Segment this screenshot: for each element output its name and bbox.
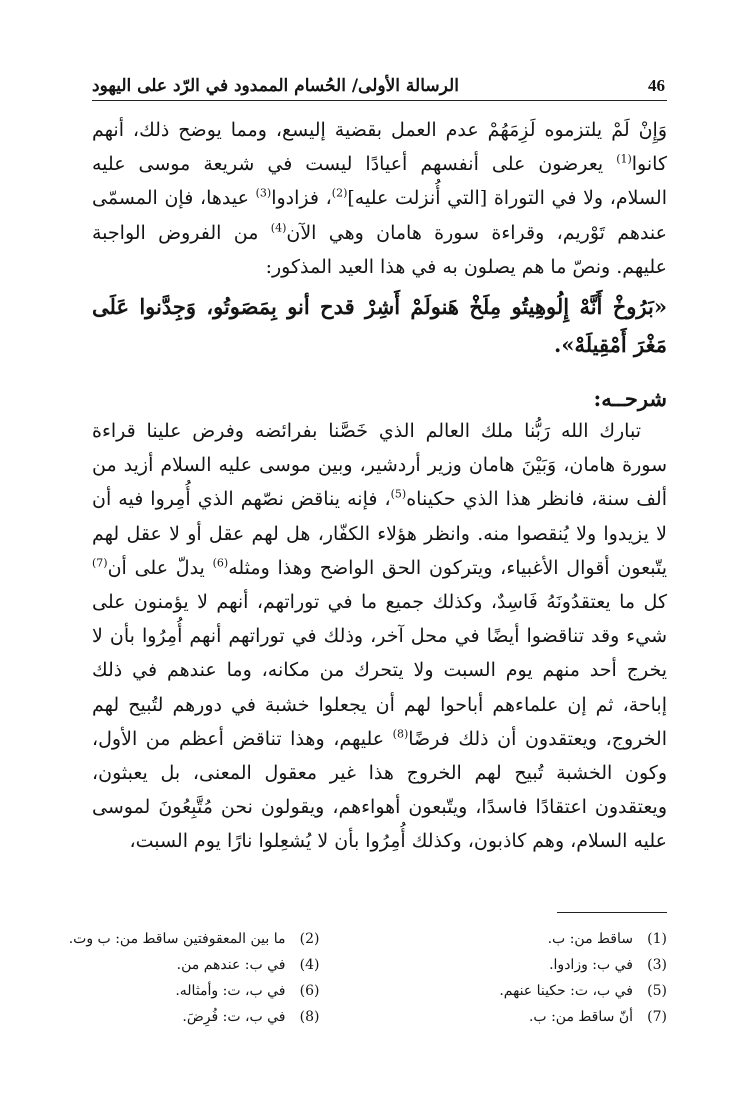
footnote-ref: (4) — [270, 221, 287, 235]
footnote-text: ساقط من: ب. — [547, 931, 633, 947]
paragraph-2 — [92, 414, 667, 859]
running-header — [92, 70, 667, 101]
footnote-text: ما بين المعقوفتين ساقط من: ب وت. — [68, 931, 286, 947]
footnote — [380, 926, 668, 952]
footnote-number: (4) — [299, 957, 320, 973]
footnote — [380, 978, 668, 1004]
commentary-heading: شرحــه: — [593, 386, 667, 412]
footnote-number: (7) — [647, 1009, 667, 1025]
footnote-ref: (6) — [212, 556, 229, 570]
footnote-ref: (8) — [392, 727, 409, 741]
footnote — [380, 952, 668, 978]
footnote-number: (5) — [647, 983, 667, 999]
text-run: من الفروض الواجبة عليهم. ونصّ ما هم يصلون به في هذا العيد المذكور: — [92, 221, 667, 278]
footnote-ref: (3) — [255, 187, 272, 201]
footnote-number: (1) — [647, 931, 667, 947]
text-run: عيدها، فإن المسمّى عندهم تَوْريم، وقراءة سورة هامان وهي الآن — [92, 187, 667, 244]
footnote-number: (8) — [299, 1009, 320, 1025]
footnote — [92, 952, 320, 978]
footnote-text: في ب: وزادوا. — [549, 957, 633, 973]
footnote — [68, 926, 320, 952]
footnote-number: (2) — [299, 931, 320, 947]
paragraph-1 — [92, 113, 667, 284]
liturgical-quote: «بَرُوخْ أَنَّهْ إِلُوهِيتُو مِلَخْ هَنولَمْ أَشِرْ قدح أنو بِمَصَوتُو، وَجِدَّنوا عَلَى مَغْرَ أَمْقِيلَهْ». — [92, 294, 667, 358]
footnote-number: (3) — [647, 957, 667, 973]
footnotes-column-left — [68, 926, 380, 1030]
footnote — [380, 1004, 668, 1030]
footnotes-column-right — [380, 926, 668, 1030]
text-run: تبارك الله رَبُّنا ملك العالم الذي خَصَّنا بفرائضه وفرض علينا قراءة سورة هامان، وَبَيْنَ هامان وزير أردشير، وبين موسى عليه السلام أزيد من ألف سنة، فانظر هذا الذي حكيناه — [92, 420, 667, 511]
footnote-ref: (5) — [390, 488, 407, 502]
main-text — [92, 113, 667, 859]
text-run: وَإِنْ لَمْ يلتزموه لَزِمَهُمْ عدم العمل بقضية إليسع، ومما يوضح ذلك، أنهم كانوا — [92, 119, 667, 176]
footnote-text: في ب، ت: وأمثاله. — [175, 983, 286, 999]
text-run: يعرضون على أنفسهم أعيادًا ليست في شريعة موسى عليه السلام، ولا في التوراة [التي أُنزلت عليه] — [92, 153, 668, 210]
footnote-text: في ب، ت: حكينا عنهم. — [499, 983, 633, 999]
footnote-ref: (2) — [331, 187, 348, 201]
text-run: ، فزادوا — [271, 187, 332, 210]
footnote-text: في ب: عندهم من. — [176, 957, 286, 973]
text-run: كل ما يعتقدُونَهُ فَاسِدٌ، وكذلك جميع ما في توراتهم، أنهم لا يؤمنون على شيء وقد تناقضوا أيضًا في محل آخر، وذلك في توراتهم أنهم أُمِرُوا بأن لا يخرج أحد منهم يوم السبت ولا يتحرك من مكانه، وما عندهم في ذلك إباحة، ثم إن علماءهم أباحوا لهم أن يجعلوا خشبة في دورهم لتُبيح لهم الخروج، ويعتقدون أن ذلك فرضًا — [92, 591, 668, 750]
page-number: 46 — [648, 76, 665, 95]
running-title: الرسالة الأولى/ الحُسام الممدود في الرّد على اليهود — [92, 76, 459, 96]
footnote-text: في ب، ت: فُرِضَ. — [182, 1009, 286, 1025]
text-run: عليهم، وهذا تناقض أعظم من الأول، وكون الخشبة تُبيح لهم الخروج هذا غير معقول المعنى، بل يعبثون، ويعتقدون اعتقادًا فاسدًا، ويتّبعون أهواءهم، ويقولون نحن مُتَّبِعُونَ لموسى عليه السلام، وهم كاذبون، وكذلك أُمِرُوا بأن لا يُشعِلوا نارًا يوم السبت، — [92, 727, 667, 853]
footnote-ref: (7) — [92, 556, 108, 570]
footnote — [92, 978, 320, 1004]
footnote-separator — [557, 912, 667, 913]
footnote-number: (6) — [299, 983, 320, 999]
footnote-ref: (1) — [616, 152, 632, 166]
footnote-text: أنّ ساقط من: ب. — [528, 1009, 633, 1025]
text-run: ، فإنه يناقض نصّهم الذي أُمِروا فيه أن لا يزيدوا ولا يُنقصوا منه. وانظر هؤلاء الكفّار، هل لهم عقل أو لا عقل لهم يتّبعون أقوال الأغبياء، ويتركون الحق الواضح وهذا ومثله — [92, 488, 667, 579]
footnote — [92, 1004, 320, 1030]
text-run: يدلّ على أن — [107, 556, 213, 579]
